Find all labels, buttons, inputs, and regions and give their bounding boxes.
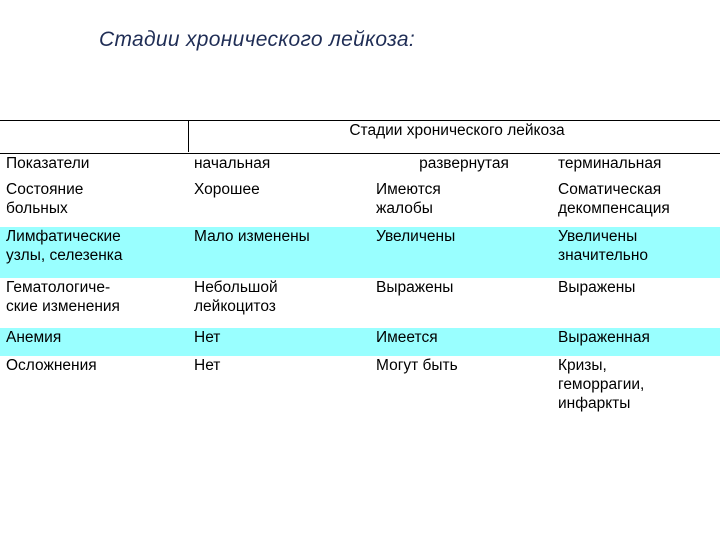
row-label: Гематологиче- ские изменения	[6, 279, 120, 315]
column-header-indicators: Показатели	[0, 154, 188, 181]
row-label: Осложнения	[6, 357, 97, 374]
row-label: Лимфатические узлы, селезенка	[0, 227, 188, 278]
column-header-terminal: терминальная	[552, 154, 720, 181]
cell-terminal: Кризы, геморрагии, инфаркты	[558, 357, 645, 412]
table-header-row	[0, 154, 720, 181]
cell-terminal: Соматическая декомпенсация	[558, 181, 670, 217]
table-group-header: Стадии хронического лейкоза	[188, 121, 720, 154]
table-row	[0, 278, 720, 328]
header-divider	[188, 120, 189, 152]
table-corner-cell	[0, 121, 188, 154]
cell-initial: Небольшой лейкоцитоз	[194, 279, 278, 315]
cell-advanced: Выражены	[376, 279, 454, 296]
table-row	[0, 227, 720, 278]
cell-terminal: Увеличены значительно	[552, 227, 720, 278]
table-row	[0, 356, 720, 424]
cell-advanced: Увеличены	[370, 227, 552, 278]
table-row	[0, 328, 720, 356]
cell-advanced: Могут быть	[376, 357, 458, 374]
table-group-header-row	[0, 121, 720, 154]
cell-initial: Хорошее	[194, 181, 260, 198]
slide-title: Стадии хронического лейкоза:	[99, 28, 416, 51]
cell-initial: Нет	[194, 357, 221, 374]
cell-advanced: Имеется	[370, 328, 552, 356]
table-row	[0, 180, 720, 227]
row-label: Состояние больных	[6, 181, 84, 217]
cell-initial: Мало изменены	[188, 227, 370, 278]
column-header-advanced: развернутая	[370, 154, 552, 181]
cell-terminal: Выражены	[558, 279, 636, 296]
cell-terminal: Выраженная	[552, 328, 720, 356]
cell-advanced: Имеются жалобы	[376, 181, 441, 217]
stages-table	[0, 120, 720, 424]
row-label: Анемия	[0, 328, 188, 356]
column-header-initial: начальная	[188, 154, 370, 181]
cell-initial: Нет	[188, 328, 370, 356]
